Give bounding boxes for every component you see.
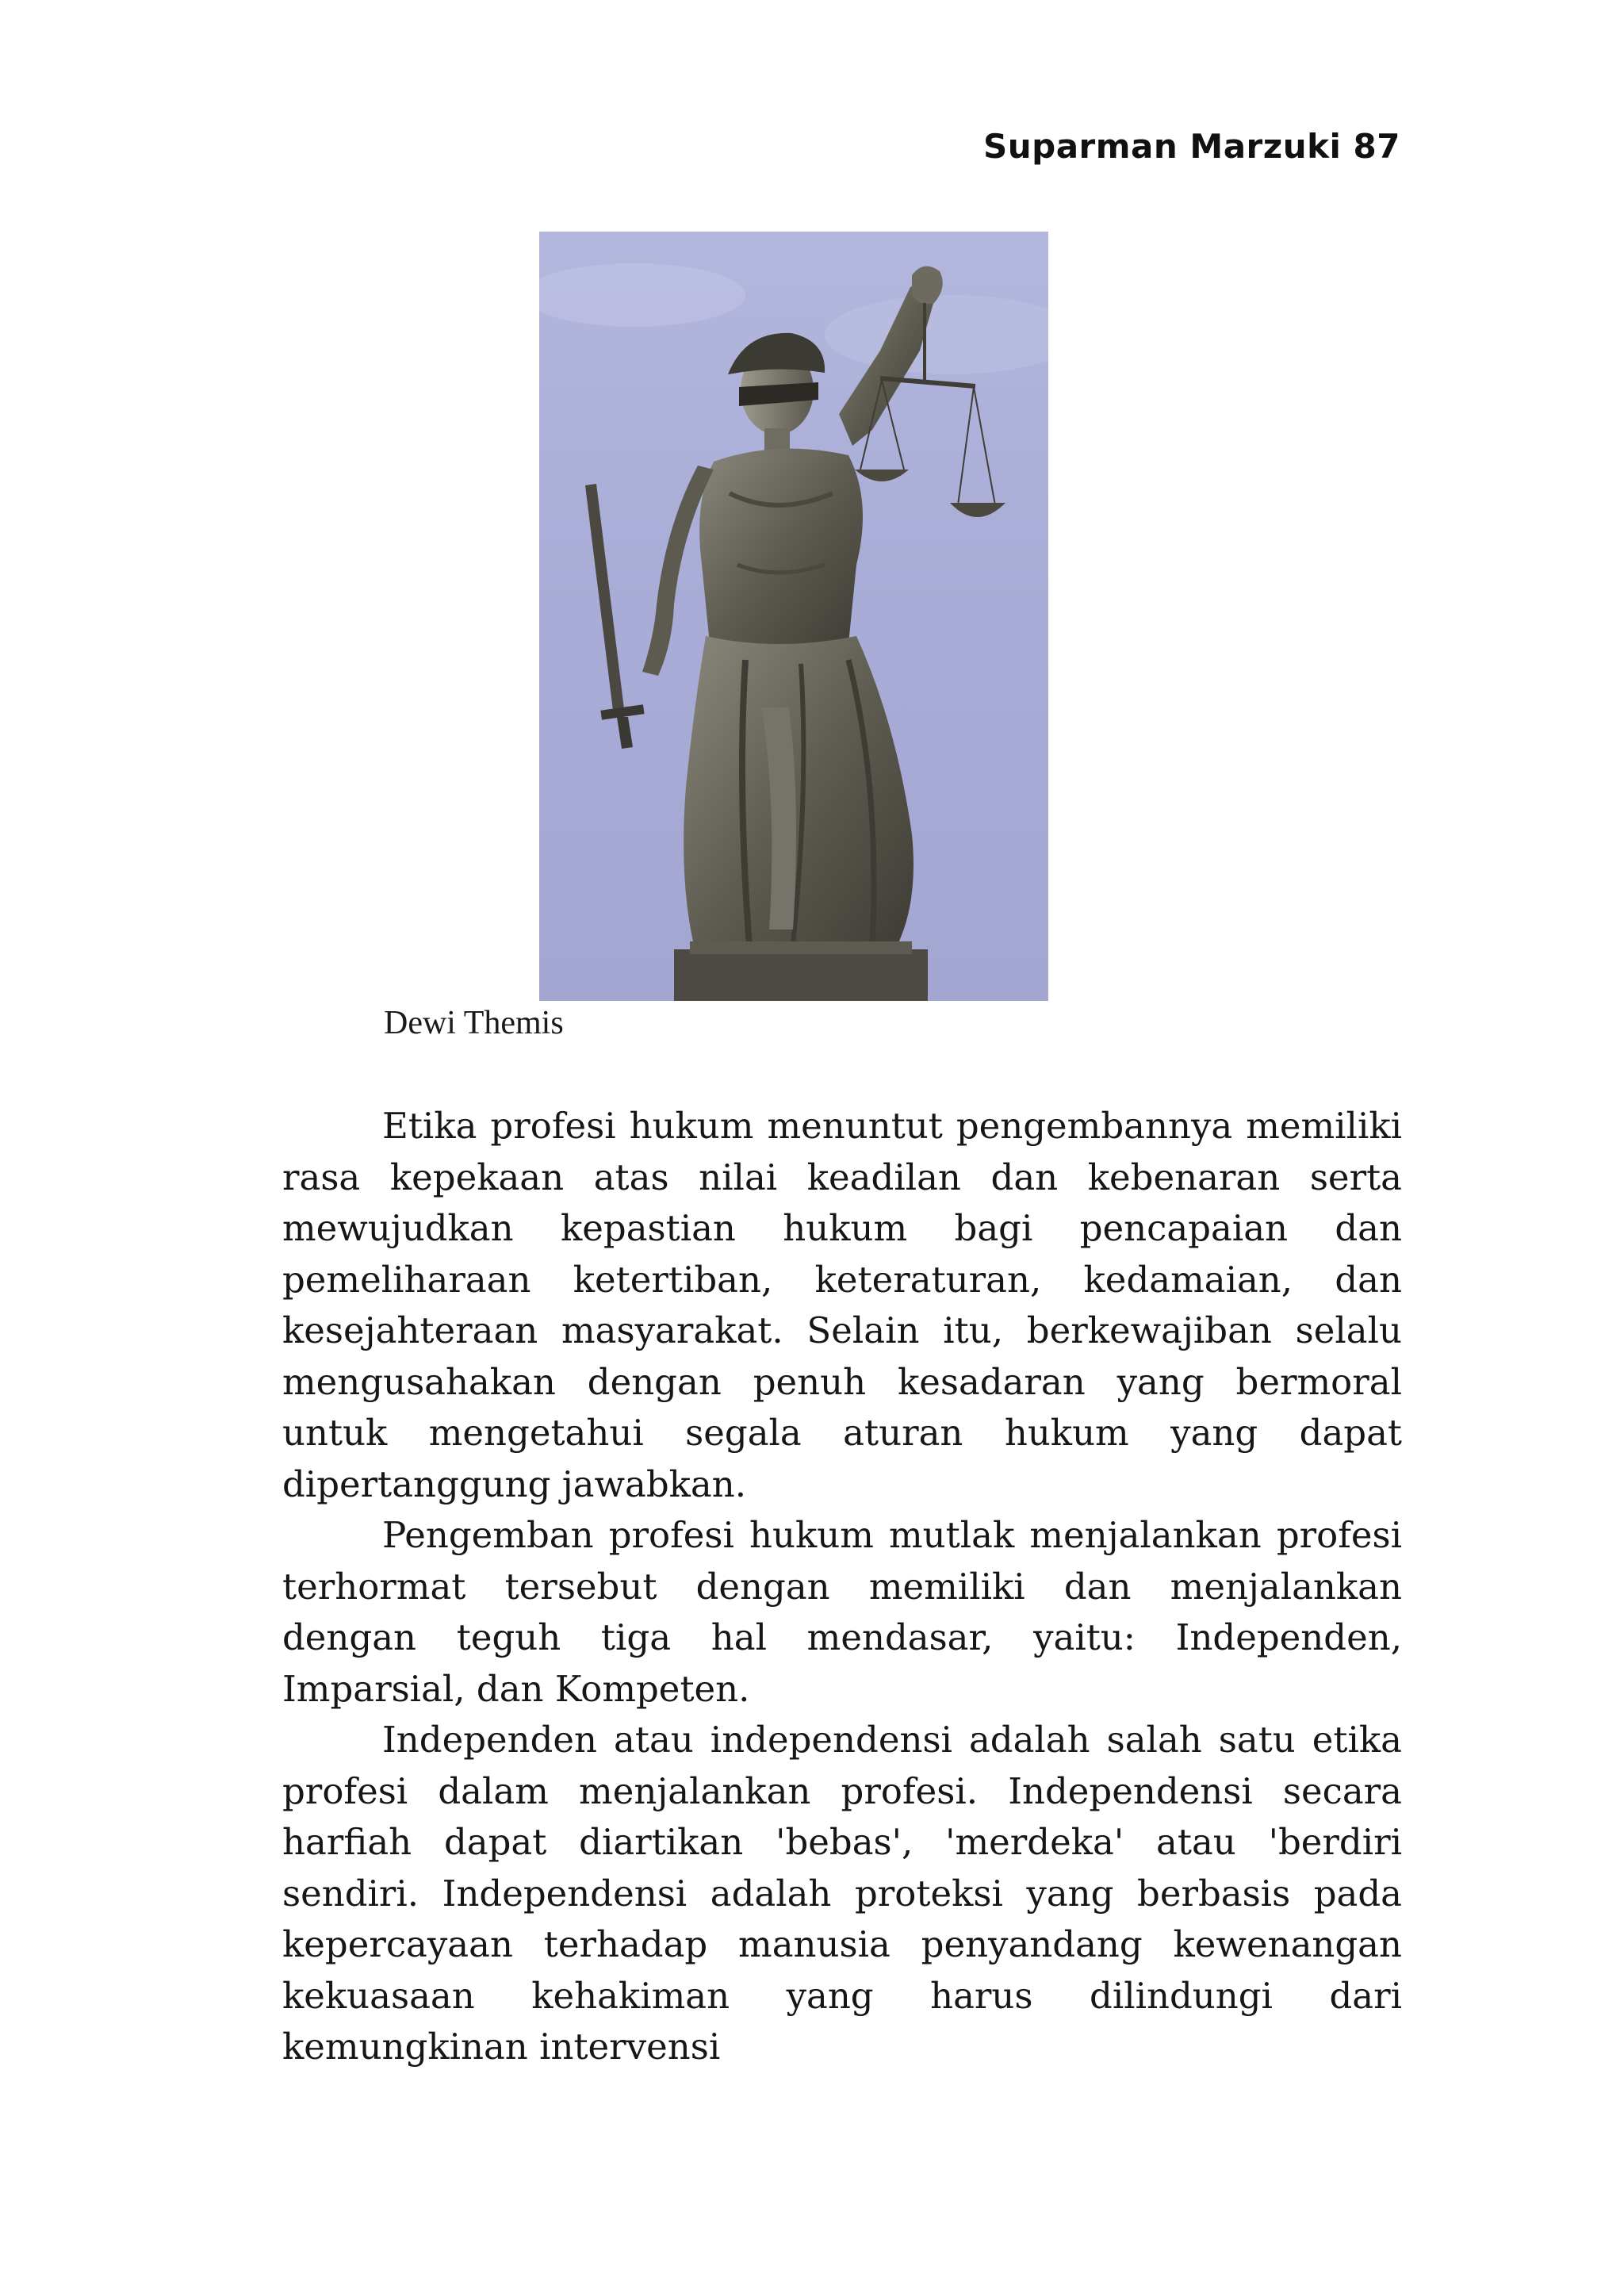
- running-header: Suparman Marzuki 87: [983, 127, 1400, 166]
- body-text: [282, 1101, 1402, 2073]
- paragraph: Independen atau independensi adalah salah satu etika profesi dalam menjalankan profesi. Independensi secara harfiah dapat diartikan 'bebas', 'merdeka' atau 'berdiri sendiri. Independensi adalah proteksi yang berbasis pada kepercayaan terhadap manusia penyandang kewenangan kekuasaan kehakiman yang harus dilindungi dari kemungkinan intervensi: [282, 1719, 1402, 2068]
- justice-statue-image: [539, 232, 1048, 1001]
- paragraph: Etika profesi hukum menuntut pengembannya memiliki rasa kepekaan atas nilai keadilan dan kebenaran serta mewujudkan kepastian hukum bagi pencapaian dan pemeliharaan ketertiban, keteraturan, kedamaian, dan kesejahteraan masyarakat. Selain itu, berkewajiban selalu mengusahakan dengan penuh kesadaran yang bermoral untuk mengetahui segala aturan hukum yang dapat dipertanggung jawabkan.: [282, 1105, 1402, 1505]
- paragraph: Pengemban profesi hukum mutlak menjalankan profesi terhormat tersebut dengan memiliki dan menjalankan dengan teguh tiga hal mendasar, yaitu: Independen, Imparsial, dan Kompeten.: [282, 1514, 1402, 1710]
- statue-of-justice-icon: [539, 232, 1048, 1001]
- figure-caption: Dewi Themis: [384, 1005, 564, 1041]
